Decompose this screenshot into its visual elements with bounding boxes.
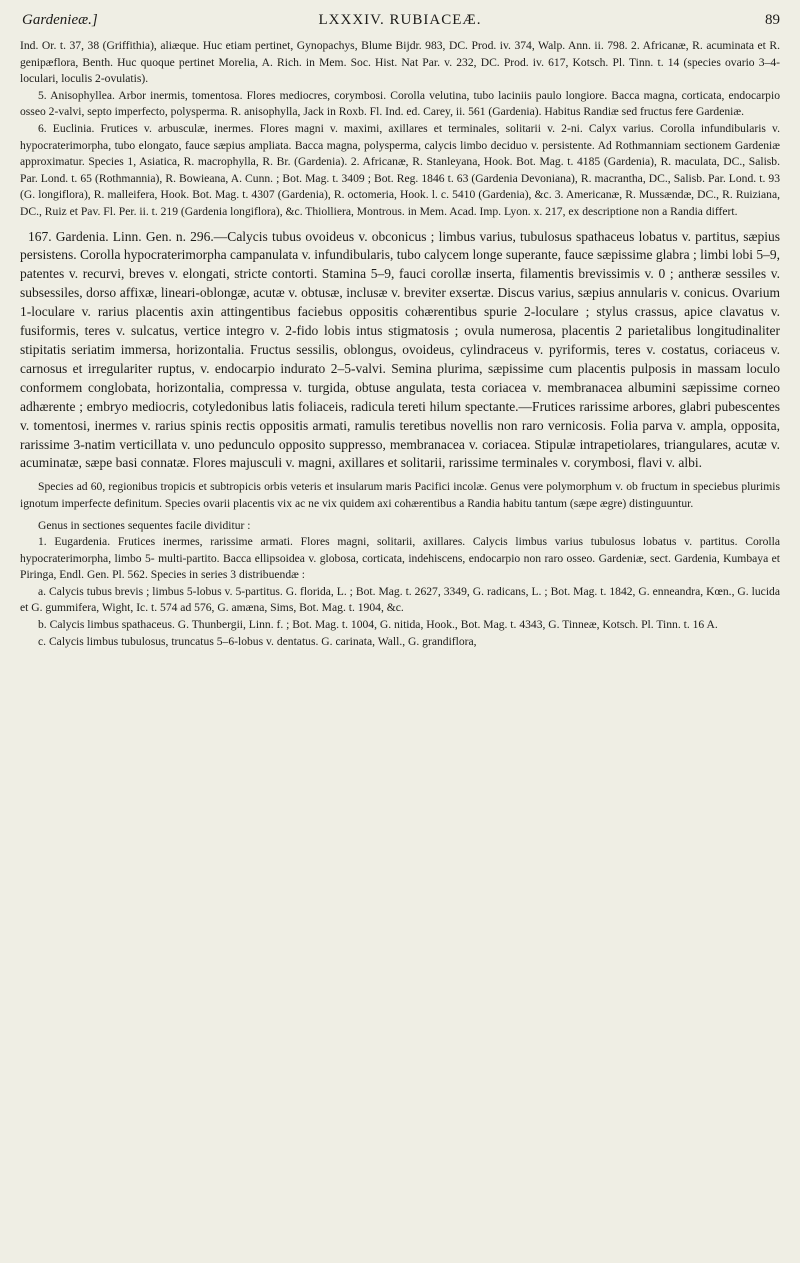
paragraph-species: Species ad 60, regionibus tropicis et subtropicis orbis veteris et insularum maris Pacifici incolæ. Genus vere polymorphum v. ob fructum in speciebus plurimis ignotum imperfecte definitum. Species ovarii placentis vix ac ne vix quidem axi cohærentibus a Randia habitu tantum (sæpe ægre) distinguuntur.	[20, 480, 780, 510]
paragraph-gardenia: 167. Gardenia. Linn. Gen. n. 296.—Calycis tubus ovoideus v. obconicus ; limbus varius, tubulosus spathaceus lobatus v. partitus, sæpius persistens. Corolla hypocraterimorpha campanulata v. infundibularis, tubo calycem longe superante, fauce sæpissime glabra ; limbi lobi 5–9, patentes v. recurvi, breves v. elongati, stricte contorti. Stamina 5–9, fauci corollæ inserta, filamentis brevissimis v. 0 ; antheræ sessiles v. subsessiles, dorso affixæ, lineari-oblongæ, acutæ v. obtusæ, inclusæ v. breviter exsertæ. Discus varius, sæpius annularis v. conicus. Ovarium 1-loculare v. rarius placentis axin attingentibus faciebus oppositis cohærentibus spurie 2-loculare ; stylus crassus, apice clavatus v. fusiformis, teres v. sulcatus, vertice integro v. 2-fido lobis intus stigmatosis ; ovula numerosa, placentis 2 parietalibus longitudinaliter stipitatis seriatim immersa, horizontalia. Fructus sessilis, oblongus, ovoideus, cylindraceus v. pyriformis, teres v. costatus, coriaceus v. carnosus et irregulariter ruptus, v. endocarpio indurato 2–5-valvi. Semina plurima, sæpissime cum placentis pulposis in massam loculo conformem conglobata, horizontalia, compressa v. turgida, obtuse angulata, testa coriacea v. membranacea albumini sæpissime corneo adhærente ; embryo mediocris, cotyledonibus latis foliaceis, radicula tereti hilum spectante.—Frutices rarissime arbores, glabri pubescentes v. tomentosi, inermes v. rarius spinis rectis oppositis armati, ramulis teretibus novellis non raro vernicosis. Folia parva v. ampla, opposita, rarissime 3-natim verticillata v. uno pedunculo opposito suppresso, membranacea v. coriacea. Stipulæ intrapetiolares, triangulares, acutæ v. acuminatæ, sæpe basi connatæ. Flores majusculi v. magni, axillares et solitarii, rarissime terminales v. corymbosi, flavi v. albi.	[20, 228, 780, 471]
upper-small-text	[20, 38, 780, 221]
paragraph-series-a: a. Calycis tubus brevis ; limbus 5-lobus v. 5-partitus. G. florida, L. ; Bot. Mag. t. 2627, 3349, G. radicans, L. ; Bot. Mag. t. 1842, G. enneandra, Kœn., G. lucida et G. gummifera, Wight, Ic. t. 574 ad 576, G. amæna, Sims, Bot. Mag. t. 1904, &c.	[20, 584, 780, 615]
paragraph-continuation: Ind. Or. t. 37, 38 (Griffithia), aliæque. Huc etiam pertinet, Gynopachys, Blume Bijdr. 983, DC. Prod. iv. 374, Walp. Ann. ii. 798. 2. Africanæ, R. acuminata et R. genipæflora, Benth. Huc quoque pertinet Morelia, A. Rich. in Mem. Soc. Hist. Nat Par. v. 232, DC. Prod. iv. 617, Kotsch. Pl. Tinn. t. 14 (species ovario 3–4-loculari, loculis 2-ovulatis).	[20, 39, 780, 86]
paragraph-series-b: b. Calycis limbus spathaceus. G. Thunbergii, Linn. f. ; Bot. Mag. t. 1004, G. nitida, Hook., Bot. Mag. t. 4343, G. Tinneæ, Kotsch. Pl. Tinn. t. 16 A.	[38, 618, 718, 632]
running-head-left: Gardenieæ.]	[22, 12, 98, 28]
genus-gardenia-description	[20, 228, 780, 474]
page-number: 89	[765, 12, 780, 28]
paragraph-euclinia: 6. Euclinia. Frutices v. arbusculæ, inermes. Flores magni v. maximi, axillares et terminales, solitarii v. 2-ni. Calyx varius. Corolla infundibularis v. hypocraterimorpha, tubo elongato, fauce sæpius ampliata. Bacca magna, polysperma, calycis limbo deciduo v. persistente. Ad Rothmanniam sectionem Gardeniæ approximatur. Species 1, Asiatica, R. macrophylla, R. Br. (Gardenia). 2. Africanæ, R. Stanleyana, Hook. Bot. Mag. t. 4185 (Gardenia), R. maculata, DC., Salisb. Par. Lond. t. 65 (Rothmannia), R. Bowieana, A. Cunn. ; Bot. Mag. t. 3409 ; Bot. Reg. 1846 t. 63 (Gardenia Devoniana), R. macrantha, DC., Salisb. Par. Lond. t. 93 (G. longiflora), R. malleifera, Hook. Bot. Mag. t. 4307 (Gardenia), R. octomeria, Hook. l. c. 5410 (Gardenia), &c. 3. Americanæ, R. Mussændæ, DC., R. Ruiziana, DC., Ruiz et Pav. Fl. Per. ii. t. 219 (Gardenia longiflora), &c. Thiolliera, Montrous. in Mem. Acad. Imp. Lyon. x. 217, ex descriptione non a Randia differt.	[20, 121, 780, 218]
paragraph-anisophyllea: 5. Anisophyllea. Arbor inermis, tomentosa. Flores mediocres, corymbosi. Corolla velutina, tubo laciniis paulo longiore. Bacca magna, corticata, endocarpio osseo 2-valvi, septo imperfecto, polysperma. R. anisophylla, Jack in Roxb. Fl. Ind. ed. Carey, ii. 561 (Gardenia). Habitus Randiæ sed fructus fere Gardeniæ.	[20, 88, 780, 119]
paragraph-series-c: c. Calycis limbus tubulosus, truncatus 5–6-lobus v. dentatus. G. carinata, Wall., G. grandiflora,	[38, 634, 477, 648]
paragraph-sections-intro: Genus in sectiones sequentes facile dividitur :	[38, 518, 251, 532]
paragraph-eugardenia: 1. Eugardenia. Frutices inermes, rarissime armati. Flores magni, solitarii, axillares. Calycis limbus varius tubulosus lobatus v. partitus. Corolla hypocraterimorpha, limbo 5- multi-partito. Bacca ellipsoidea v. globosa, corticata, indehiscens, endocarpio non raro osseo. Gardeniæ, sect. Gardenia, Kumbaya et Piringa, Endl. Gen. Pl. 562. Species in series 3 distribuendæ :	[20, 535, 780, 582]
page	[20, 12, 780, 650]
page-header	[20, 12, 780, 38]
lower-small-text	[20, 479, 780, 650]
running-head-center: LXXXIV. RUBIACEÆ.	[318, 12, 482, 28]
